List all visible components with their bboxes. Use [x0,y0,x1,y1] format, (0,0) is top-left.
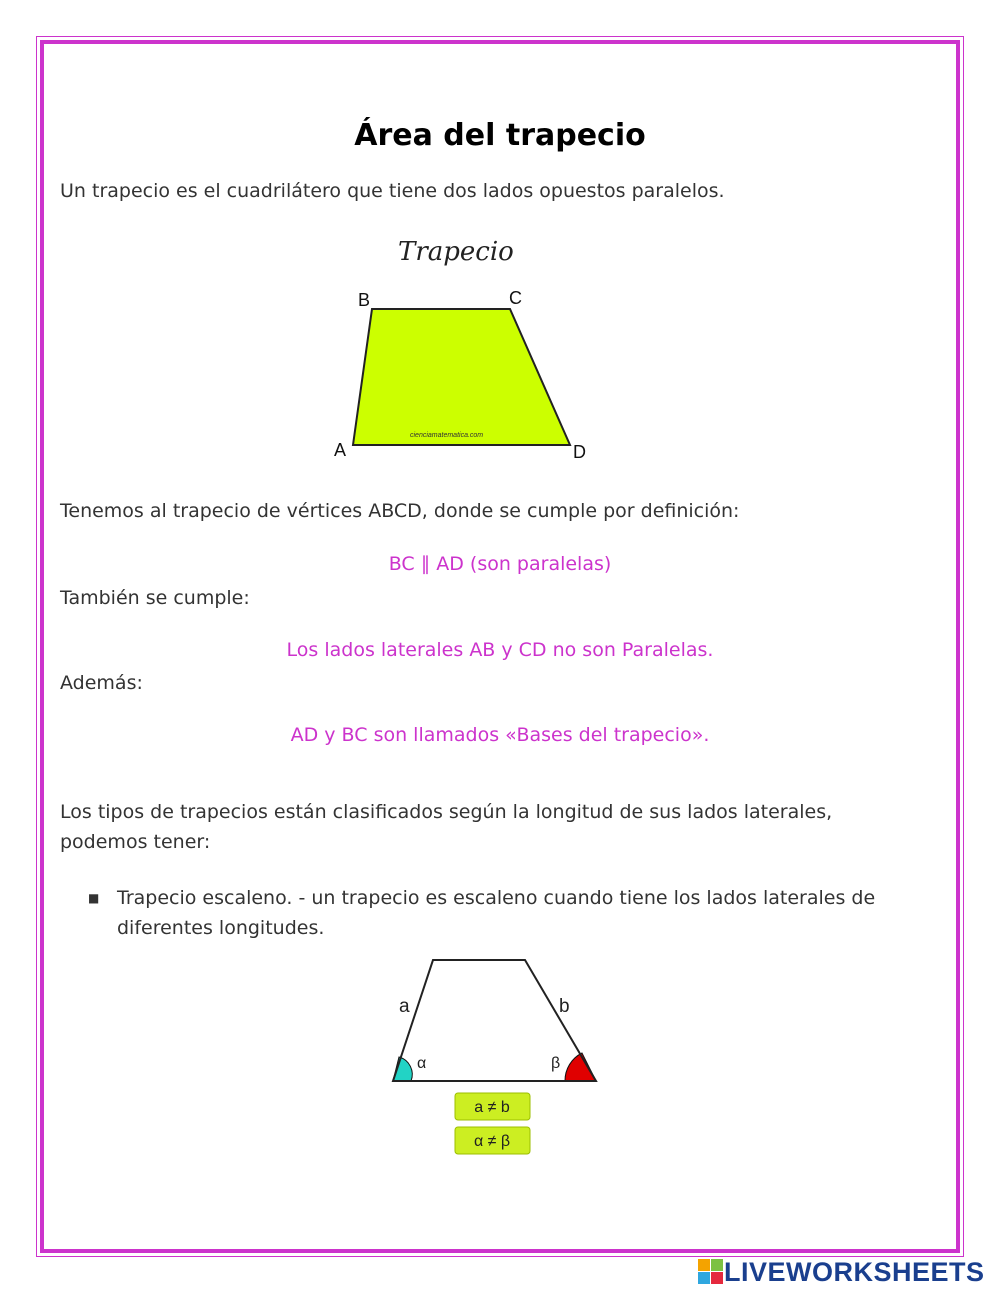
besides-label: Además: [60,672,143,694]
bullet-marker: ■ [88,891,100,905]
vertex-c-label: C [509,288,522,308]
relation-2-text: α ≠ β [473,1133,511,1150]
types-intro: Los tipos de trapecios están clasificados según la longitud de sus lados laterales, podemos tener: [60,801,833,853]
vertex-d-label: D [573,442,586,462]
intro-text: Un trapecio es el cuadrilátero que tiene dos lados opuestos paralelos. [60,180,725,202]
lateral-sides-statement: Los lados laterales AB y CD no son Paralelas. [286,639,714,661]
vertex-b-label: B [358,290,371,310]
side-b-label: b [559,996,570,1017]
beta-angle-mark [565,1053,596,1081]
trapezoid-shape [353,309,570,445]
logo-text: LIVEWORKSHEETS [724,1256,985,1287]
watermark-text: cienciamatematica.com [410,432,484,439]
figure-caption: Trapecio [398,237,514,267]
alpha-angle-mark [393,1057,412,1081]
page-title: Área del trapecio [354,118,646,153]
scalene-trapezoid-figure [385,950,610,1160]
trapezoid-figure [320,225,620,470]
side-a-label: a [399,996,410,1017]
alpha-label: α [417,1055,427,1072]
beta-label: β [551,1055,561,1072]
bases-statement: AD y BC son llamados «Bases del trapecio». [290,724,710,746]
bullet-scalene: Trapecio escaleno. - un trapecio es escaleno cuando tiene los lados laterales de diferentes longitudes. [117,887,876,939]
relation-1-text: a ≠ b [474,1099,510,1116]
logo-blocks-icon [698,1259,724,1285]
vertex-a-label: A [334,440,347,460]
definition-intro: Tenemos al trapecio de vértices ABCD, donde se cumple por definición: [60,500,740,522]
also-label: También se cumple: [60,587,250,609]
liveworksheets-logo [698,1257,985,1287]
parallel-statement: BC ∥ AD (son paralelas) [388,553,612,575]
